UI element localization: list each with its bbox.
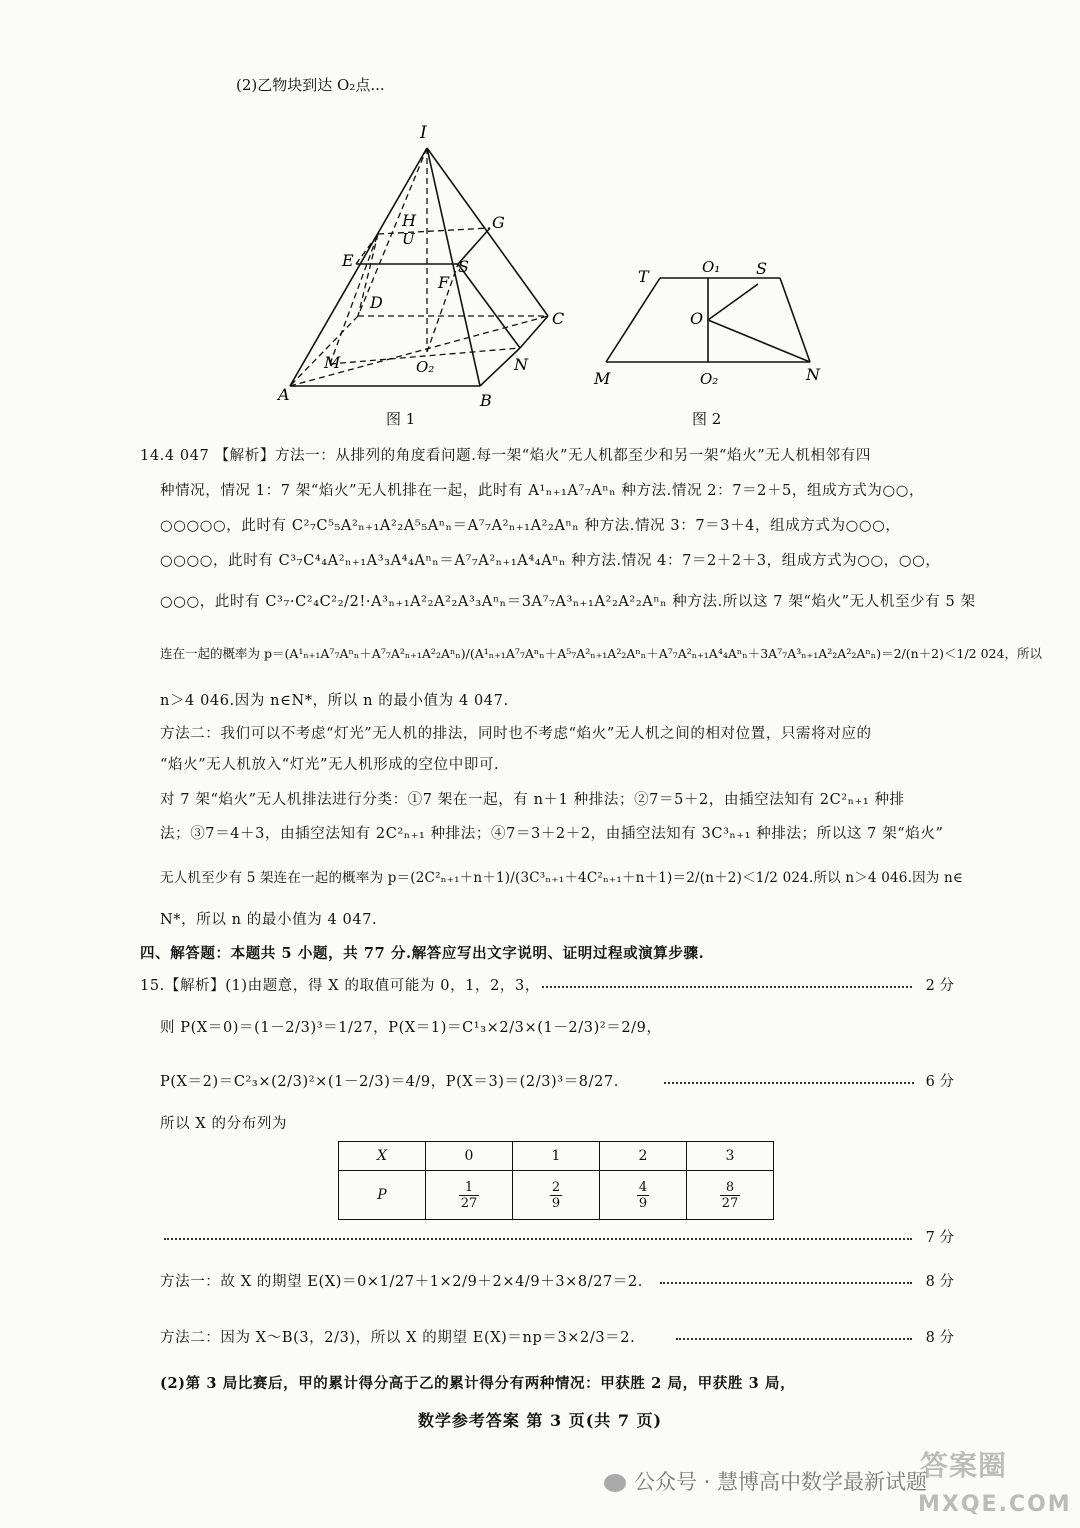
numerator: 8 <box>720 1180 741 1196</box>
q15-score-3: 6 分 <box>925 1074 954 1090</box>
label-F: F <box>438 273 450 292</box>
wechat-watermark <box>604 1466 927 1496</box>
label-T: T <box>638 267 649 286</box>
label-C: C <box>552 309 565 328</box>
q15-score-5: 7 分 <box>925 1230 954 1246</box>
q14-line-12: 无人机至少有 5 架连在一起的概率为 p＝(2C²ₙ₊₁＋n＋1)/(3C³ₙ₊₁＋4C²ₙ₊₁＋n＋1)＝2/(n＋2)＜1/2 024.所以 n＞4 046.因为 n∈ <box>160 870 964 886</box>
label-O2b: O₂ <box>700 370 719 388</box>
q14-line-11: 法；③7＝4＋3，由插空法知有 2C²ₙ₊₁ 种排法；④7＝3＋2＋2，由插空法知有 3C³ₙ₊₁ 种排法；所以这 7 架“焰火” <box>160 826 944 842</box>
table-header-cell: 1 <box>513 1142 600 1171</box>
label-N2: N <box>806 365 820 384</box>
q14-line-3: ○○○○○，此时有 C²₇C⁵₅A²ₙ₊₁A²₂A⁵₅Aⁿₙ＝A⁷₇A²ₙ₊₁A²₂Aⁿₙ 种方法.情况 3：7＝3＋4，组成方式为○○○， <box>160 518 901 534</box>
q15-line-4: 所以 X 的分布列为 <box>160 1116 288 1132</box>
q15-score-7: 8 分 <box>925 1330 954 1346</box>
label-M: M <box>324 353 341 372</box>
label-S: S <box>458 257 469 276</box>
label-B: B <box>480 391 492 410</box>
label-U: U <box>402 230 415 248</box>
q14-line-1: 14.4 047 【解析】方法一：从排列的角度看问题.每一架“焰火”无人机都至少和另一架“焰火”无人机相邻有四 <box>140 448 871 464</box>
label-N: N <box>514 355 528 374</box>
q14-line-4: ○○○○，此时有 C³₇C⁴₄A²ₙ₊₁A³₃A⁴₄Aⁿₙ＝A⁷₇A²ₙ₊₁A⁴₄Aⁿₙ 种方法.情况 4：7＝2＋2＋3，组成方式为○○，○○， <box>160 553 941 569</box>
table-cell <box>513 1171 600 1220</box>
label-A: A <box>278 385 290 404</box>
q15-line-1: 15.【解析】(1)由题意，得 X 的取值可能为 0，1，2，3， <box>140 978 540 994</box>
figure-1-pyramid <box>270 118 590 418</box>
table-cell <box>600 1171 687 1220</box>
figure-2-caption: 图 2 <box>692 410 722 428</box>
table-cell <box>687 1171 774 1220</box>
brand-watermark-top: 答案圈 <box>920 1449 1008 1482</box>
q15-line-7: 方法二：因为 X～B(3，2/3)，所以 X 的期望 E(X)＝np＝3×2/3＝2. <box>160 1330 636 1346</box>
table-header-row <box>339 1142 774 1171</box>
q15-line-2: 则 P(X＝0)＝(1－2/3)³＝1/27，P(X＝1)＝C¹₃×2/3×(1－2/3)²＝2/9， <box>160 1020 662 1036</box>
table-row-label: P <box>339 1171 426 1220</box>
label-O1: O₁ <box>702 258 721 276</box>
distribution-table <box>338 1141 774 1220</box>
label-D: D <box>370 293 383 312</box>
q15-dots-7 <box>676 1338 912 1340</box>
wechat-icon <box>604 1474 626 1492</box>
wechat-text: 公众号 · 慧博高中数学最新试题 <box>634 1470 928 1494</box>
label-O2: O₂ <box>416 358 435 376</box>
table-header-cell: 2 <box>600 1142 687 1171</box>
brand-watermark-bottom: MXQE.COM <box>918 1492 1072 1517</box>
label-E: E <box>342 251 354 270</box>
label-G: G <box>492 213 505 232</box>
top-partial-line: (2)乙物块到达 O₂点... <box>236 76 385 94</box>
section-4-heading: 四、解答题：本题共 5 小题，共 77 分.解答应写出文字说明、证明过程或演算步骤. <box>140 945 705 962</box>
label-M2: M <box>594 369 611 388</box>
numerator: 2 <box>551 1179 561 1195</box>
denominator: 9 <box>638 1195 648 1211</box>
label-I: I <box>420 123 427 143</box>
page-footer: 数学参考答案 第 3 页(共 7 页) <box>417 1411 663 1430</box>
figure-1-caption: 图 1 <box>386 410 416 428</box>
q15-line-8: (2)第 3 局比赛后，甲的累计得分高于乙的累计得分有两种情况：甲获胜 2 局，甲获胜 3 局， <box>160 1375 796 1392</box>
q14-line-2: 种情况，情况 1：7 架“焰火”无人机排在一起，此时有 A¹ₙ₊₁A⁷₇Aⁿₙ 种方法.情况 2：7＝2＋5，组成方式为○○， <box>160 483 925 499</box>
label-S2: S <box>756 259 767 278</box>
table-cell <box>426 1171 513 1220</box>
q14-line-8: 方法二：我们可以不考虑“灯光”无人机的排法，同时也不考虑“焰火”无人机之间的相对位置，只需将对应的 <box>160 726 872 742</box>
q14-line-10: 对 7 架“焰火”无人机排法进行分类：①7 架在一起，有 n＋1 种排法；②7＝5＋2，由插空法知有 2C²ₙ₊₁ 种排 <box>160 792 905 808</box>
q15-score-1: 2 分 <box>925 978 954 994</box>
table-header-cell: 3 <box>687 1142 774 1171</box>
q14-line-5: ○○○，此时有 C³₇·C²₄C²₂/2!·A³ₙ₊₁A²₂A²₂A³₃Aⁿₙ＝3A⁷₇A³ₙ₊₁A²₂A²₂Aⁿₙ 种方法.所以这 7 架“焰火”无人机至少有 5 架 <box>160 594 976 610</box>
q15-dots-3 <box>664 1082 914 1084</box>
numerator: 4 <box>638 1179 648 1195</box>
table-header-cell: X <box>339 1142 426 1171</box>
figure-2-trapezoid <box>586 252 836 402</box>
table-row <box>339 1171 774 1220</box>
q14-line-13: N*，所以 n 的最小值为 4 047. <box>160 912 378 928</box>
q14-line-6: 连在一起的概率为 p＝(A¹ₙ₊₁A⁷₇Aⁿₙ＋A⁷₇A²ₙ₊₁A²₂Aⁿₙ)/(A¹ₙ₊₁A⁷₇Aⁿₙ＋A⁵₇A²ₙ₊₁A²₂Aⁿₙ＋A⁷₇A²ₙ₊₁A⁴₄Aⁿₙ＋3A⁷₇A³ₙ₊₁A²₂A²₂Aⁿₙ)＝2/(n＋2)＜1/2 024，所以 <box>160 646 1042 661</box>
q14-line-9: “焰火”无人机放入“灯光”无人机形成的空位中即可. <box>160 757 500 773</box>
label-H: H <box>402 211 416 230</box>
q15-dots-6 <box>660 1282 912 1284</box>
q14-line-7: n＞4 046.因为 n∈N*，所以 n 的最小值为 4 047. <box>160 693 509 709</box>
label-O: O <box>690 309 704 328</box>
q15-dots-5 <box>164 1238 912 1240</box>
q15-line-6: 方法一：故 X 的期望 E(X)＝0×1/27＋1×2/9＋2×4/9＋3×8/27＝2. <box>160 1274 643 1290</box>
q15-line-3: P(X＝2)＝C²₃×(2/3)²×(1－2/3)＝4/9，P(X＝3)＝(2/3)³＝8/27. <box>160 1074 619 1090</box>
denominator: 27 <box>721 1195 739 1211</box>
denominator: 27 <box>460 1195 478 1211</box>
denominator: 9 <box>551 1195 561 1211</box>
q15-score-6: 8 分 <box>925 1274 954 1290</box>
table-header-cell: 0 <box>426 1142 513 1171</box>
q15-dots-1 <box>542 986 912 988</box>
numerator: 1 <box>459 1180 480 1196</box>
